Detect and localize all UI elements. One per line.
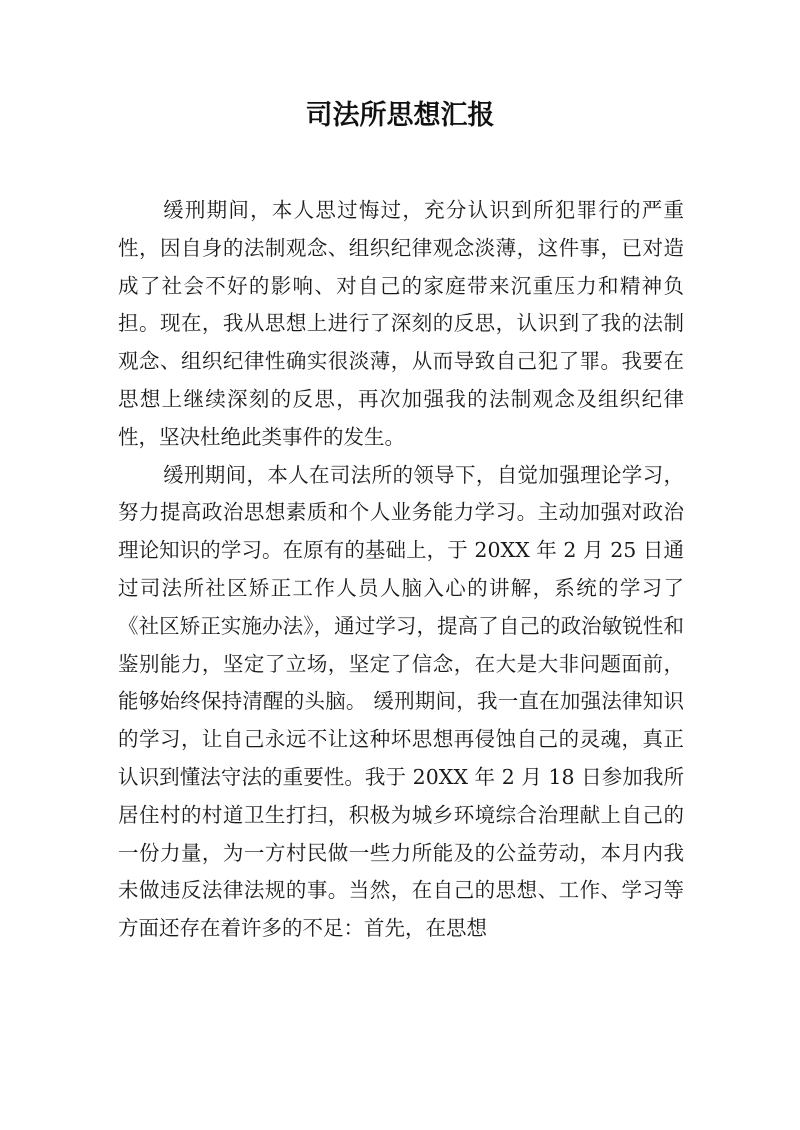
document-body	[118, 192, 684, 948]
paragraph-1: 缓刑期间，本人思过悔过，充分认识到所犯罪行的严重性，因自身的法制观念、组织纪律观念淡薄，这件事，已对造成了社会不好的影响、对自己的家庭带来沉重压力和精神负担。现在，我从思想上进行了深刻的反思，认识到了我的法制观念、组织纪律性确实很淡薄，从而导致自己犯了罪。我要在思想上继续深刻的反思，再次加强我的法制观念及组织纪律性，坚决杜绝此类事件的发生。	[118, 198, 684, 449]
document-title: 司法所思想汇报	[305, 100, 495, 131]
paragraph-2: 缓刑期间，本人在司法所的领导下，自觉加强理论学习，努力提高政治思想素质和个人业务能力学习。主动加强对政治理论知识的学习。在原有的基础上，于 20XX 年 2 月 25 日通过司法所社区矫正工作人员人脑入心的讲解，系统的学习了《社区矫正实施办法》，通过学习，提高了自己的政治敏锐性和鉴别能力，坚定了立场，坚定了信念，在大是大非问题面前，能够始终保持清醒的头脑。 缓刑期间，我一直在加强法律知识的学习，让自己永远不让这种坏思想再侵蚀自己的灵魂，真正认识到懂法守法的重要性。我于 20XX 年 2 月 18 日参加我所居住村的村道卫生打扫，积极为城乡环境综合治理献上自己的一份力量，为一方村民做一些力所能及的公益劳动，本月内我未做违反法律法规的事。当然，在自己的思想、工作、学习等方面还存在着许多的不足：首先，在思想	[118, 462, 684, 941]
